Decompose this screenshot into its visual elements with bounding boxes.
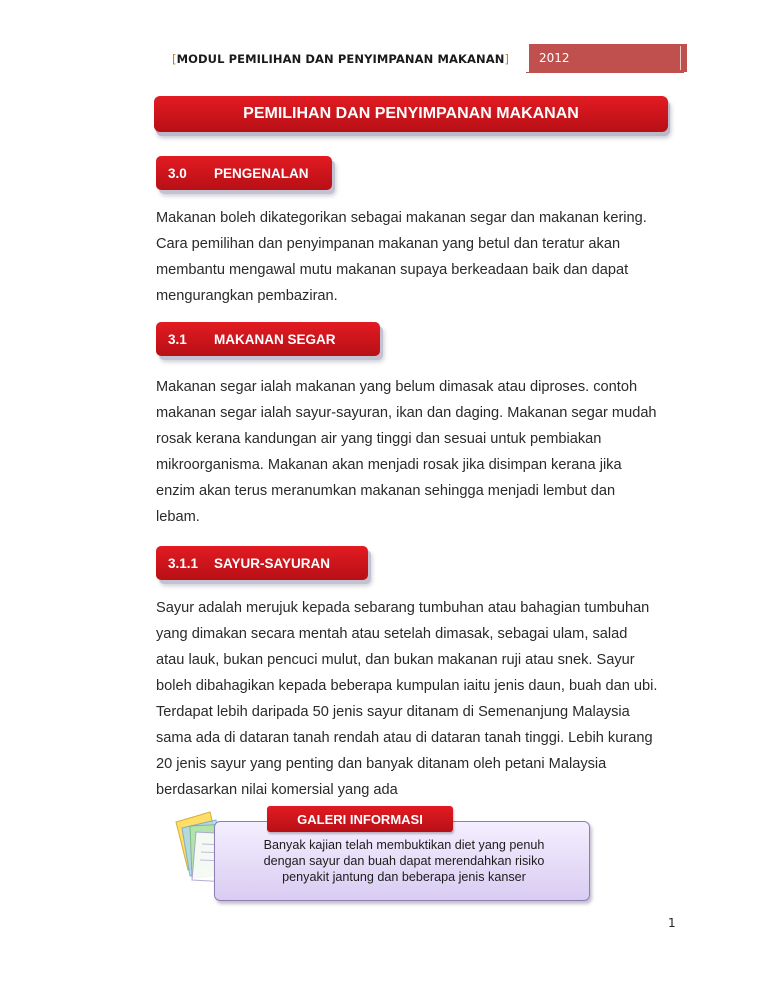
paragraph-sayur-sayuran — [156, 595, 680, 803]
text-line: rosak kerana kandungan air yang tinggi dan sesuai untuk pembiakan — [156, 431, 602, 447]
text-line: enzim akan terus meranumkan makanan sehingga menjadi lembut dan — [156, 483, 616, 499]
main-title-banner — [154, 96, 668, 132]
text-line: mikroorganisma. Makanan akan menjadi rosak jika disimpan kerana jika — [156, 457, 622, 473]
section-number: 3.1.1 — [168, 556, 199, 571]
galeri-line: Banyak kajian telah membuktikan diet yang penuh — [263, 838, 545, 852]
paragraph-pengenalan — [156, 205, 680, 309]
header-title-text: MODUL PEMILIHAN DAN PENYIMPANAN MAKANAN — [176, 52, 505, 66]
section-tab-sayur-sayuran — [156, 546, 368, 580]
galeri-title: GALERI INFORMASI — [297, 811, 423, 827]
header-year: 2012 — [539, 51, 570, 65]
text-line: Makanan segar ialah makanan yang belum dimasak atau diproses. contoh — [156, 379, 638, 395]
page-number: 1 — [668, 916, 676, 930]
section-tab-pengenalan — [156, 156, 332, 190]
galeri-text — [236, 837, 572, 885]
galeri-line: penyakit jantung dan beberapa jenis kanser — [282, 870, 526, 884]
section-title: MAKANAN SEGAR — [214, 332, 336, 347]
section-title: PENGENALAN — [214, 166, 309, 181]
galeri-line: dengan sayur dan buah dapat merendahkan risiko — [263, 854, 545, 868]
text-line: mengurangkan pembaziran. — [156, 288, 338, 304]
text-line: Sayur adalah merujuk kepada sebarang tumbuhan atau bahagian tumbuhan — [156, 600, 650, 616]
text-line: atau lauk, bukan pencuci mulut, dan bukan makanan ruji atau snek. Sayur — [156, 652, 635, 668]
galeri-info-tab — [267, 806, 453, 832]
bracket-open: [ — [172, 52, 177, 66]
header-year-divider — [680, 46, 681, 70]
section-tab-makanan-segar — [156, 322, 380, 356]
text-line: sama ada di dataran tanah rendah atau di dataran tanah tinggi. Lebih kurang — [156, 730, 653, 746]
text-line: berdasarkan nilai komersial yang ada — [156, 782, 398, 798]
text-line: Terdapat lebih daripada 50 jenis sayur ditanam di Semenanjung Malaysia — [156, 704, 630, 720]
section-number: 3.1 — [168, 332, 187, 347]
running-header-title — [172, 52, 509, 66]
section-title: SAYUR-SAYURAN — [214, 556, 331, 571]
text-line: yang dimakan secara mentah atau setelah dimasak, sebagai ulam, salad — [156, 626, 628, 642]
header-year-box — [526, 44, 687, 72]
text-line: makanan segar ialah sayur-sayuran, ikan dan daging. Makanan segar mudah — [156, 405, 657, 421]
header-rule — [526, 72, 684, 73]
main-title: PEMILIHAN DAN PENYIMPANAN MAKANAN — [243, 105, 579, 122]
text-line: boleh dibahagikan kepada beberapa kumpulan iaitu jenis daun, buah dan ubi. — [156, 678, 658, 694]
text-line: Makanan boleh dikategorikan sebagai makanan segar dan makanan kering. — [156, 210, 647, 226]
text-line: membantu mengawal mutu makanan supaya berkeadaan baik dan dapat — [156, 262, 629, 278]
section-number: 3.0 — [168, 166, 187, 181]
bracket-close: ] — [504, 52, 510, 66]
text-line: 20 jenis sayur yang penting dan banyak ditanam oleh petani Malaysia — [156, 756, 607, 772]
text-line: lebam. — [156, 509, 200, 525]
text-line: Cara pemilihan dan penyimpanan makanan yang betul dan teratur akan — [156, 236, 621, 252]
paragraph-makanan-segar — [156, 374, 680, 530]
